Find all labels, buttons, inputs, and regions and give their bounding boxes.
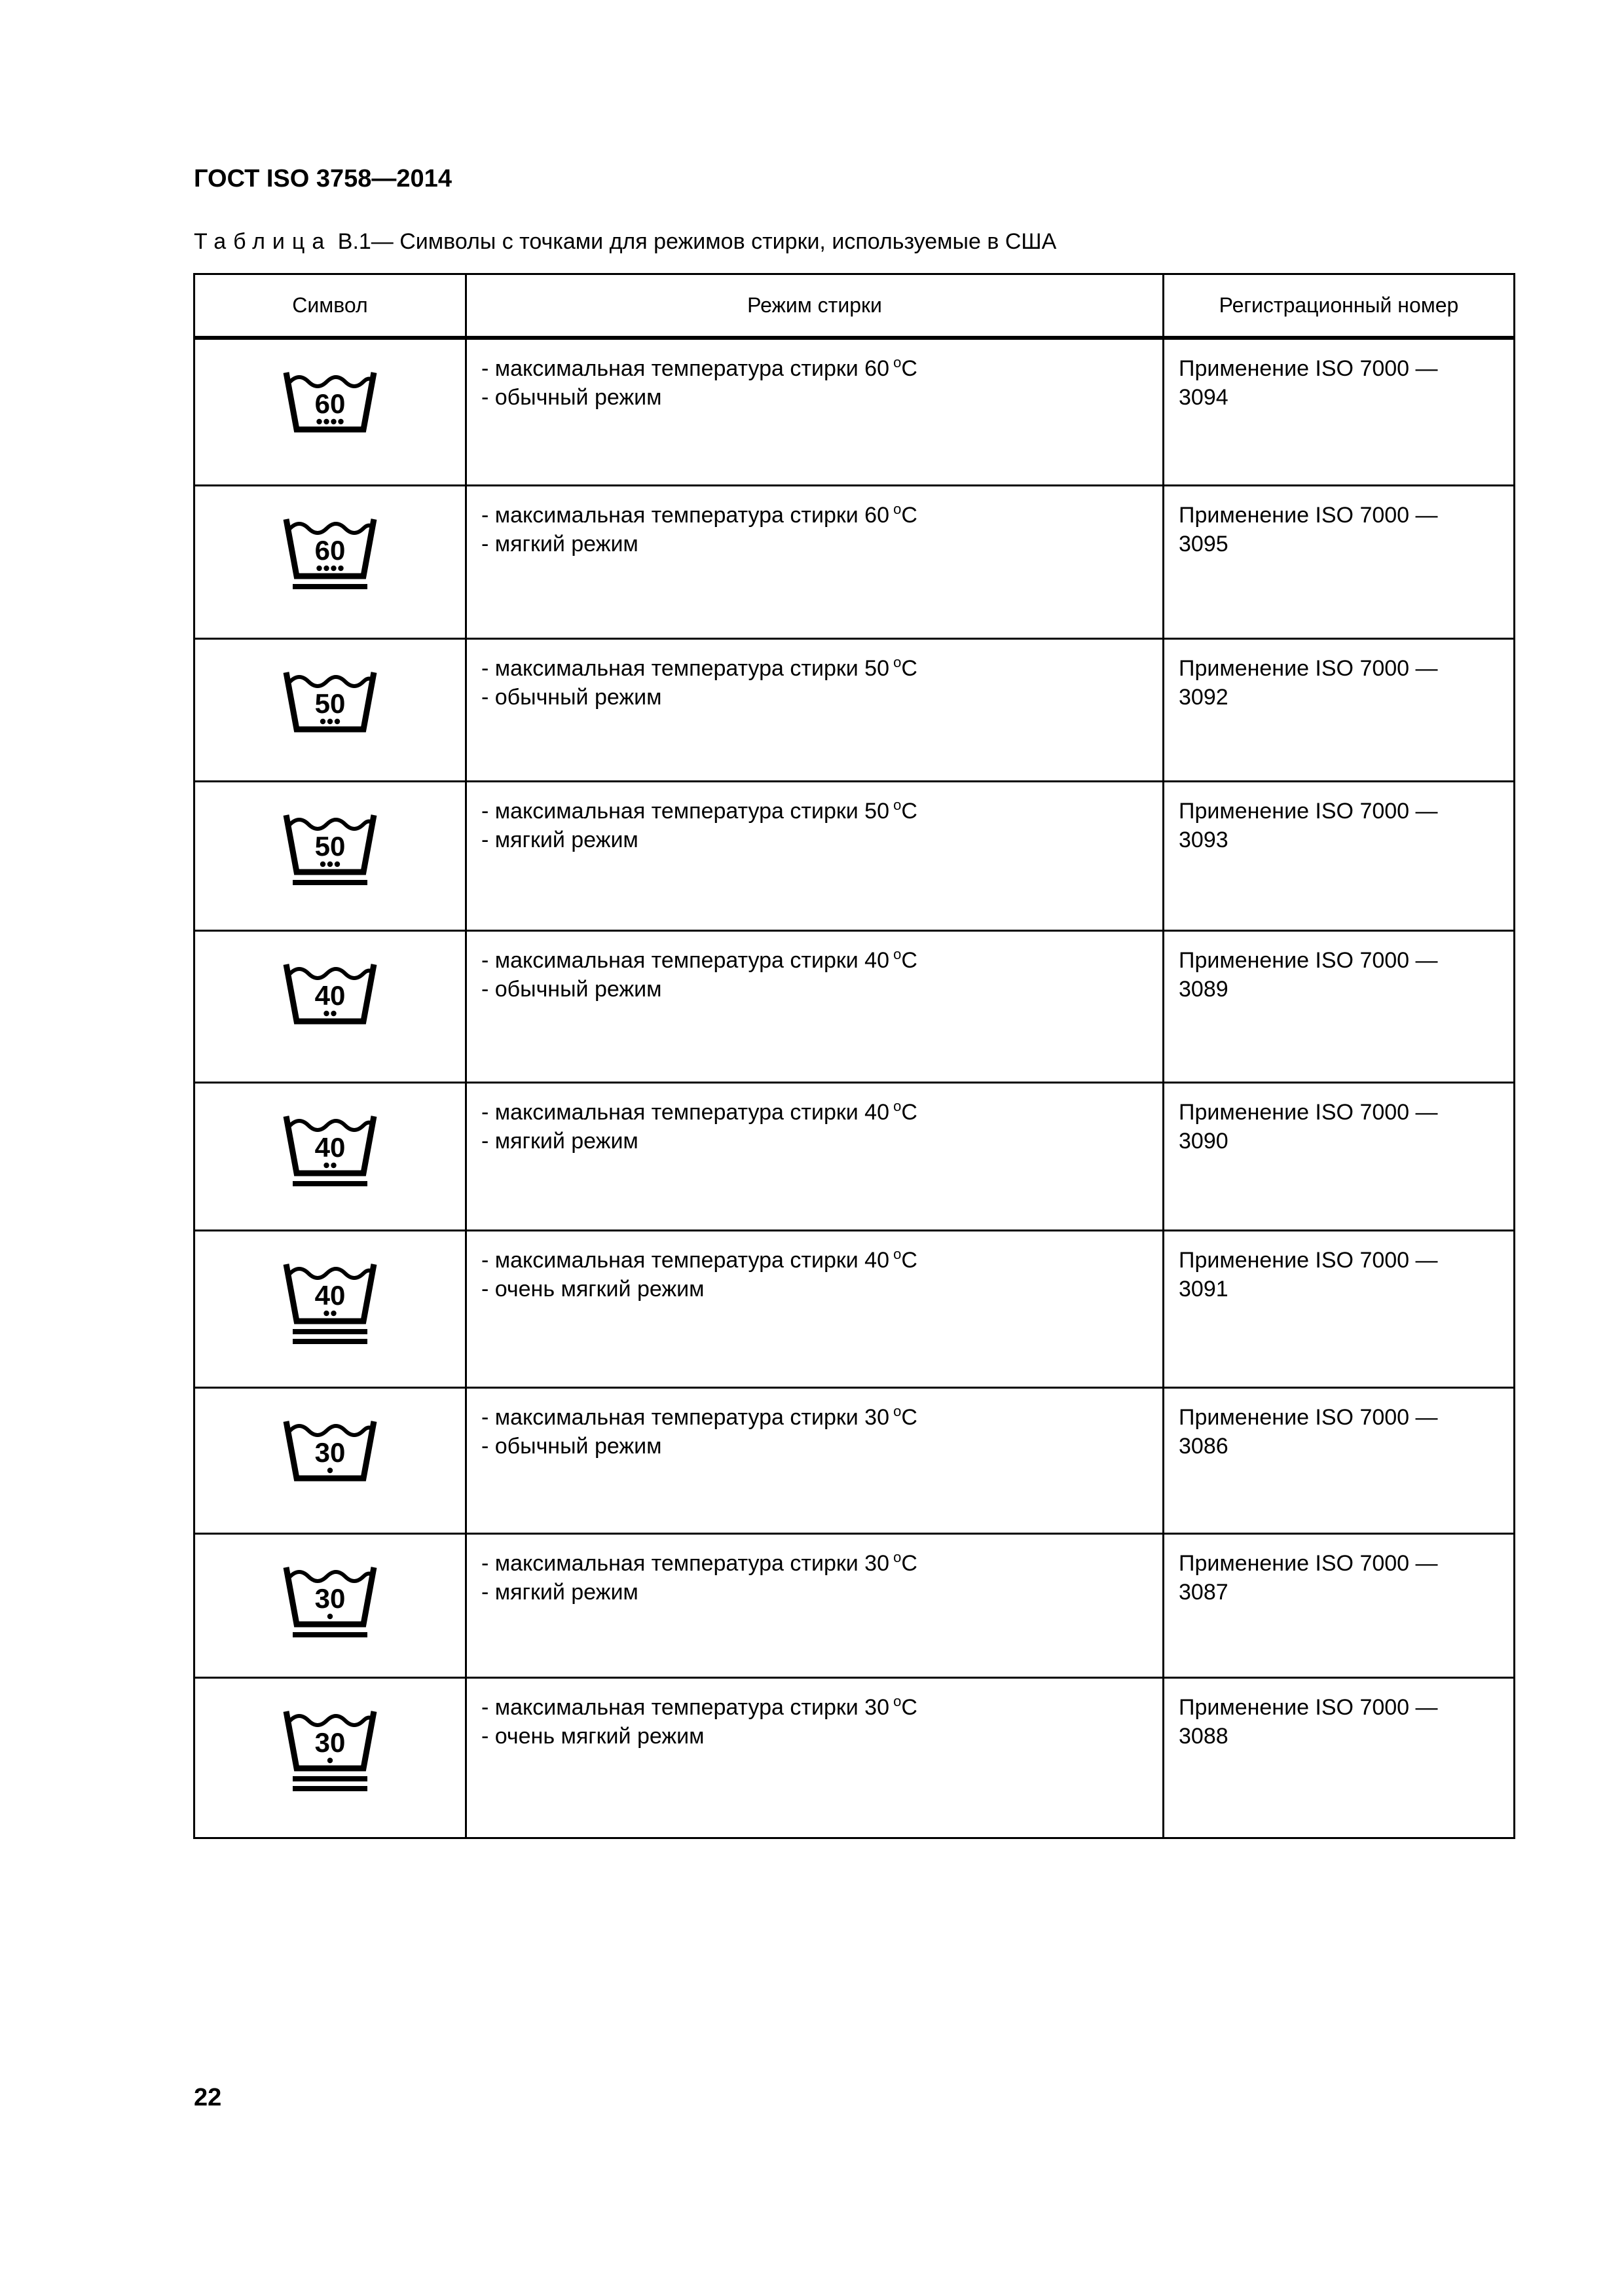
wash-mode-text: - мягкий режим xyxy=(481,531,638,556)
symbol-cell xyxy=(194,1230,466,1387)
svg-text:30: 30 xyxy=(314,1726,346,1758)
max-temperature-text xyxy=(481,501,1148,530)
registration-label: Применение ISO 7000 — xyxy=(1179,356,1438,381)
symbol-cell xyxy=(194,485,466,638)
registration-number: 3090 xyxy=(1179,1128,1228,1154)
table-row xyxy=(194,781,1515,930)
symbol-cell xyxy=(194,1387,466,1533)
max-temperature-text xyxy=(481,1693,1148,1722)
registration-number: 3093 xyxy=(1179,827,1228,852)
table-row xyxy=(194,338,1515,485)
max-temperature-value: - максимальная температура стирки 60 xyxy=(481,356,889,381)
registration-number-cell xyxy=(1164,930,1515,1082)
max-temperature-value: - максимальная температура стирки 50 xyxy=(481,798,889,824)
wash-mode-text: - обычный режим xyxy=(481,1433,662,1459)
wash-mode-text: - обычный режим xyxy=(481,684,662,710)
degree-sign: o xyxy=(889,500,902,517)
table-row xyxy=(194,1230,1515,1387)
wash-mode-cell xyxy=(466,781,1164,930)
table-row xyxy=(194,1533,1515,1677)
wash-mode-text: - мягкий режим xyxy=(481,1579,638,1605)
registration-number-cell xyxy=(1164,781,1515,930)
degree-sign: o xyxy=(889,1548,902,1565)
wash-mode-text: - очень мягкий режим xyxy=(481,1276,705,1302)
header-symbol: Символ xyxy=(194,274,466,338)
table-header-row xyxy=(194,274,1515,338)
svg-text:50: 50 xyxy=(314,687,346,719)
max-temperature-value: - максимальная температура стирки 30 xyxy=(481,1694,889,1720)
table-caption-label: Таблица xyxy=(194,229,332,254)
wash-40-very-mild-icon xyxy=(281,1259,379,1357)
wash-30-normal-icon xyxy=(281,1416,379,1514)
registration-number: 3095 xyxy=(1179,531,1228,556)
max-temperature-value: - максимальная температура стирки 40 xyxy=(481,1247,889,1273)
wash-symbols-table xyxy=(193,273,1515,1839)
max-temperature-text xyxy=(481,946,1148,975)
svg-text:60: 60 xyxy=(314,534,346,566)
max-temperature-text xyxy=(481,1098,1148,1127)
wash-mode-cell xyxy=(466,1677,1164,1838)
temperature-unit: C xyxy=(901,1247,917,1273)
max-temperature-text xyxy=(481,1549,1148,1578)
wash-mode-cell xyxy=(466,1533,1164,1677)
degree-sign: o xyxy=(889,354,902,371)
registration-number-cell xyxy=(1164,1533,1515,1677)
registration-label: Применение ISO 7000 — xyxy=(1179,655,1438,681)
wash-mode-cell xyxy=(466,1387,1164,1533)
symbol-cell xyxy=(194,338,466,485)
temperature-unit: C xyxy=(901,655,917,681)
degree-sign: o xyxy=(889,796,902,813)
wash-50-mild-icon xyxy=(281,810,379,908)
temperature-unit: C xyxy=(901,502,917,528)
header-wash-mode: Режим стирки xyxy=(466,274,1164,338)
max-temperature-value: - максимальная температура стирки 40 xyxy=(481,947,889,973)
svg-text:40: 40 xyxy=(314,1131,346,1163)
table-caption xyxy=(194,229,1056,255)
table-row xyxy=(194,485,1515,638)
degree-sign: o xyxy=(889,1692,902,1709)
page-number: 22 xyxy=(194,2084,222,2111)
registration-label: Применение ISO 7000 — xyxy=(1179,1247,1438,1273)
symbol-cell xyxy=(194,781,466,930)
registration-number-cell xyxy=(1164,1677,1515,1838)
registration-number: 3092 xyxy=(1179,684,1228,710)
symbol-cell xyxy=(194,930,466,1082)
svg-text:30: 30 xyxy=(314,1582,346,1614)
registration-number: 3094 xyxy=(1179,385,1228,410)
table-row xyxy=(194,1082,1515,1230)
registration-number-cell xyxy=(1164,1082,1515,1230)
degree-sign: o xyxy=(889,653,902,670)
wash-60-normal-icon xyxy=(281,367,379,465)
table-row xyxy=(194,930,1515,1082)
max-temperature-value: - максимальная температура стирки 30 xyxy=(481,1404,889,1430)
wash-50-normal-icon xyxy=(281,667,379,765)
wash-30-very-mild-icon xyxy=(281,1706,379,1804)
symbol-cell xyxy=(194,1533,466,1677)
wash-mode-cell xyxy=(466,1082,1164,1230)
max-temperature-value: - максимальная температура стирки 50 xyxy=(481,655,889,681)
wash-mode-cell xyxy=(466,338,1164,485)
table-row xyxy=(194,1677,1515,1838)
header-registration-number: Регистрационный номер xyxy=(1164,274,1515,338)
wash-mode-cell xyxy=(466,485,1164,638)
wash-mode-text: - обычный режим xyxy=(481,385,662,410)
max-temperature-text xyxy=(481,1246,1148,1275)
symbol-cell xyxy=(194,1082,466,1230)
registration-number-cell xyxy=(1164,1387,1515,1533)
max-temperature-value: - максимальная температура стирки 40 xyxy=(481,1099,889,1125)
registration-number: 3086 xyxy=(1179,1433,1228,1459)
max-temperature-value: - максимальная температура стирки 30 xyxy=(481,1550,889,1576)
wash-40-mild-icon xyxy=(281,1111,379,1209)
registration-number: 3087 xyxy=(1179,1579,1228,1605)
registration-label: Применение ISO 7000 — xyxy=(1179,798,1438,824)
wash-mode-cell xyxy=(466,1230,1164,1387)
temperature-unit: C xyxy=(901,1550,917,1576)
registration-number: 3091 xyxy=(1179,1276,1228,1302)
svg-text:40: 40 xyxy=(314,979,346,1011)
max-temperature-text xyxy=(481,354,1148,383)
wash-60-mild-icon xyxy=(281,514,379,612)
registration-number-cell xyxy=(1164,485,1515,638)
max-temperature-value: - максимальная температура стирки 60 xyxy=(481,502,889,528)
svg-text:40: 40 xyxy=(314,1279,346,1311)
wash-30-mild-icon xyxy=(281,1562,379,1660)
wash-mode-cell xyxy=(466,930,1164,1082)
registration-number-cell xyxy=(1164,638,1515,781)
temperature-unit: C xyxy=(901,798,917,824)
wash-mode-text: - обычный режим xyxy=(481,976,662,1002)
registration-number-cell xyxy=(1164,1230,1515,1387)
registration-label: Применение ISO 7000 — xyxy=(1179,947,1438,973)
degree-sign: o xyxy=(889,1245,902,1262)
registration-number: 3089 xyxy=(1179,976,1228,1002)
table-row xyxy=(194,638,1515,781)
symbol-cell xyxy=(194,638,466,781)
registration-label: Применение ISO 7000 — xyxy=(1179,502,1438,528)
wash-mode-text: - очень мягкий режим xyxy=(481,1723,705,1749)
temperature-unit: C xyxy=(901,1099,917,1125)
temperature-unit: C xyxy=(901,1404,917,1430)
max-temperature-text xyxy=(481,1403,1148,1432)
wash-40-normal-icon xyxy=(281,959,379,1057)
wash-mode-text: - мягкий режим xyxy=(481,827,638,852)
svg-text:60: 60 xyxy=(314,388,346,419)
standard-title: ГОСТ ISO 3758—2014 xyxy=(194,165,452,192)
wash-mode-text: - мягкий режим xyxy=(481,1128,638,1154)
temperature-unit: C xyxy=(901,947,917,973)
table-row xyxy=(194,1387,1515,1533)
svg-text:50: 50 xyxy=(314,830,346,862)
table-caption-text: В.1— Символы с точками для режимов стирки, используемые в США xyxy=(337,229,1057,254)
max-temperature-text xyxy=(481,797,1148,826)
registration-number: 3088 xyxy=(1179,1723,1228,1749)
temperature-unit: C xyxy=(901,1694,917,1720)
registration-label: Применение ISO 7000 — xyxy=(1179,1404,1438,1430)
registration-label: Применение ISO 7000 — xyxy=(1179,1550,1438,1576)
wash-mode-cell xyxy=(466,638,1164,781)
degree-sign: o xyxy=(889,1402,902,1419)
registration-label: Применение ISO 7000 — xyxy=(1179,1694,1438,1720)
registration-number-cell xyxy=(1164,338,1515,485)
temperature-unit: C xyxy=(901,356,917,381)
degree-sign: o xyxy=(889,945,902,962)
max-temperature-text xyxy=(481,654,1148,683)
svg-text:30: 30 xyxy=(314,1436,346,1468)
symbol-cell xyxy=(194,1677,466,1838)
degree-sign: o xyxy=(889,1097,902,1114)
registration-label: Применение ISO 7000 — xyxy=(1179,1099,1438,1125)
